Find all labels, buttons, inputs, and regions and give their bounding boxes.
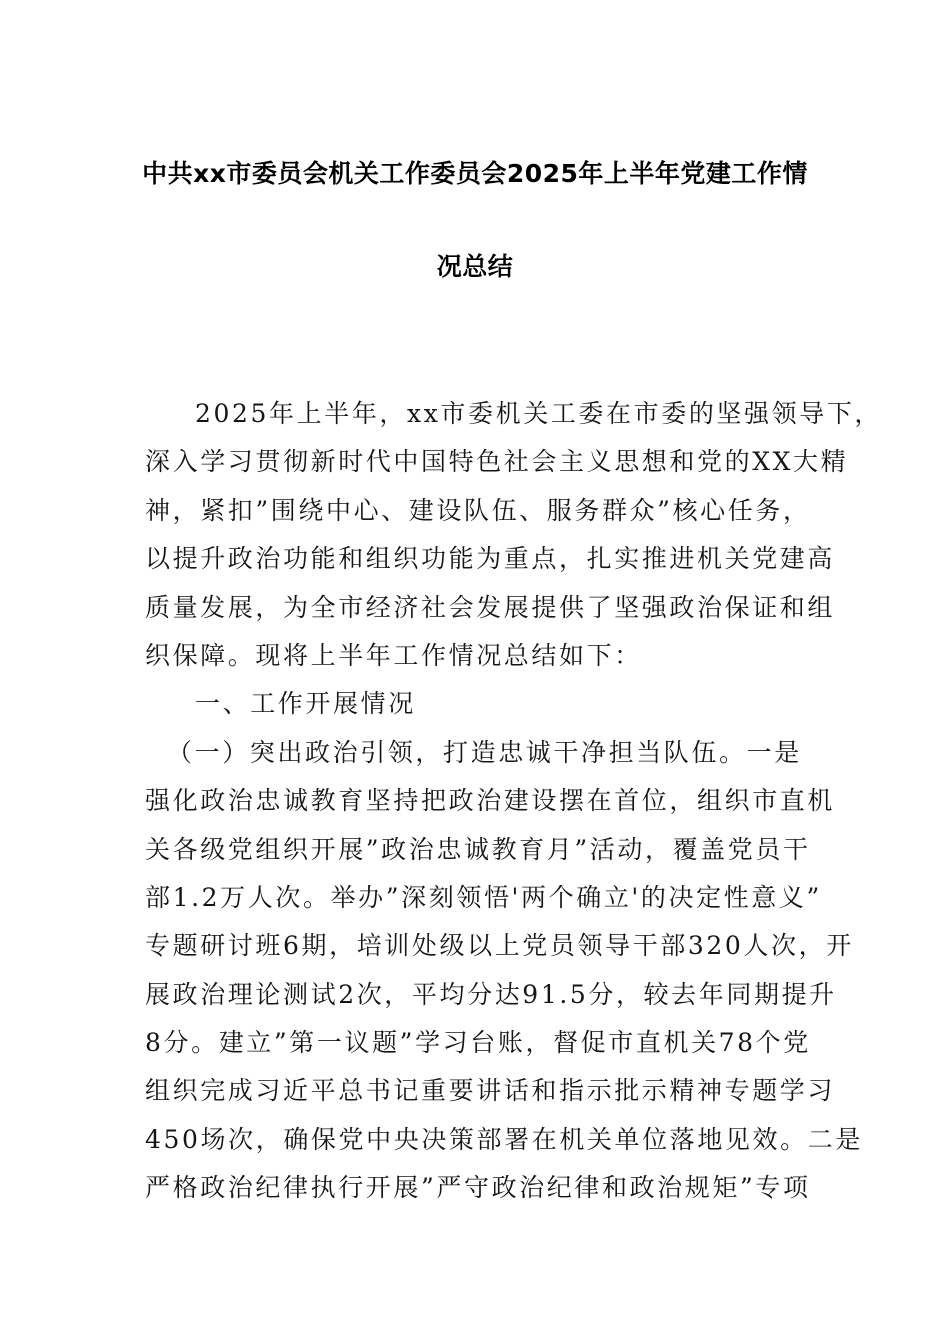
document-title-line-1: 中共xx市委员会机关工作委员会2025年上半年党建工作情 <box>142 159 808 188</box>
subsection-paragraph-line: 组织完成习近平总书记重要讲话和指示批示精神专题学习 <box>145 1076 836 1106</box>
section-heading: 一、工作开展情况 <box>195 689 416 719</box>
subsection-paragraph-line: 关各级党组织开展”政治忠诚教育月”活动，覆盖党员干 <box>145 834 811 864</box>
subsection-paragraph-line: 8分。建立”第一议题”学习台账，督促市直机关78个党 <box>145 1028 811 1058</box>
intro-paragraph-line: 深入学习贯彻新时代中国特色社会主义思想和党的XX大精 <box>145 447 849 477</box>
subsection-paragraph-line: 严格政治纪律执行开展”严守政治纪律和政治规矩”专项 <box>145 1173 811 1203</box>
subsection-paragraph-line: 部1.2万人次。举办”深刻领悟'两个确立'的决定性意义” <box>145 882 822 912</box>
subsection-paragraph-line: 专题研讨班6期，培训处级以上党员领导干部320人次，开 <box>145 931 854 961</box>
subsection-paragraph-line: 展政治理论测试2次，平均分达91.5分，较去年同期提升 <box>145 979 837 1009</box>
subsection-paragraph-line: 450场次，确保党中央决策部署在机关单位落地见效。二是 <box>145 1124 863 1154</box>
subsection-paragraph-line: 强化政治忠诚教育坚持把政治建设摆在首位，组织市直机 <box>145 786 836 816</box>
intro-paragraph-line: 2025年上半年，xx市委机关工委在市委的坚强领导下， <box>195 399 883 428</box>
intro-paragraph-line: 以提升政治功能和组织功能为重点，扎实推进机关党建高 <box>145 544 836 574</box>
intro-paragraph-line: 质量发展，为全市经济社会发展提供了坚强政治保证和组 <box>145 592 836 622</box>
subsection-paragraph-line: （一）突出政治引领，打造忠诚干净担当队伍。一是 <box>167 737 802 767</box>
document-body <box>145 390 883 1213</box>
intro-paragraph-line: 神，紧扣”围绕中心、建设队伍、服务群众”核心任务， <box>145 495 811 525</box>
document-title-line-2: 况总结 <box>436 252 514 281</box>
intro-paragraph-line: 织保障。现将上半年工作情况总结如下： <box>145 640 642 670</box>
